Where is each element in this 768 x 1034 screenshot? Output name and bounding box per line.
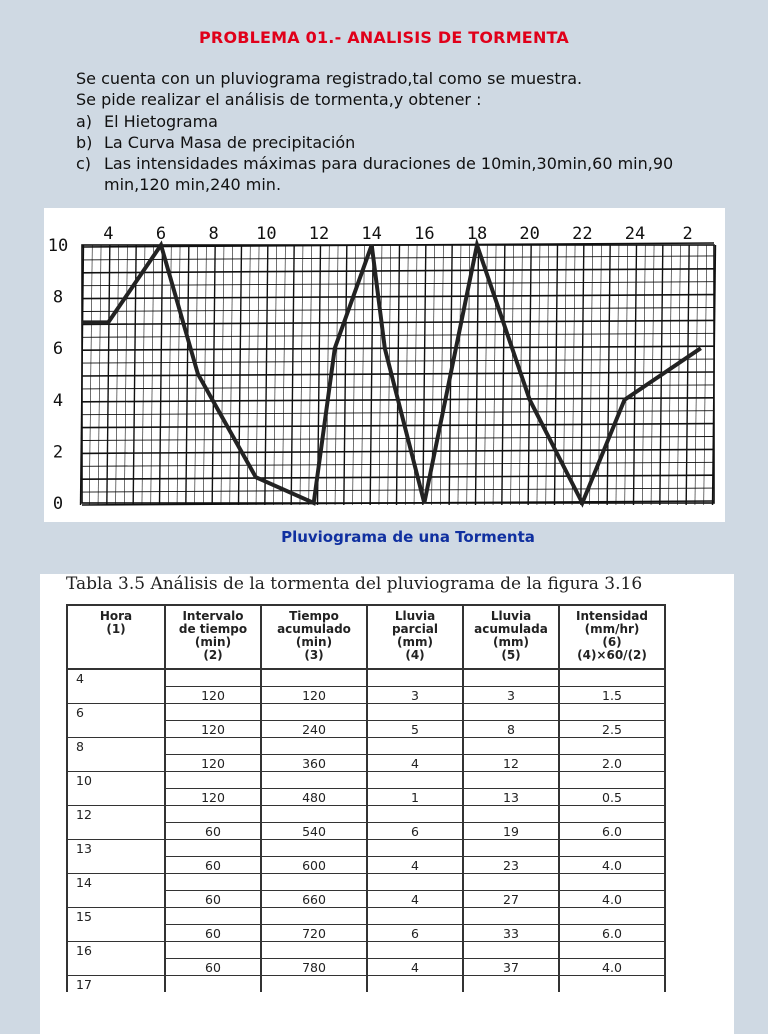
value-cell: 60 [165,925,261,942]
pluviogram-chart-panel [44,208,725,522]
table-row [67,857,665,874]
empty-cell [367,806,463,823]
x-tick-label: 4 [103,224,114,244]
empty-cell [165,669,261,687]
empty-cell [165,976,261,993]
table-caption: Tabla 3.5 Análisis de la tormenta del pluviograma de la figura 3.16 [66,574,643,594]
empty-cell [463,806,559,823]
value-cell: 480 [261,789,367,806]
table-row [67,976,665,993]
value-cell: 60 [165,891,261,908]
chart-caption: Pluviograma de una Tormenta [281,528,535,546]
statement-line-2: Se pide realizar el análisis de tormenta,y obtener : [76,90,482,110]
empty-cell [367,772,463,789]
x-tick-label: 18 [466,224,488,244]
grid-line-vertical [686,245,689,505]
value-cell: 12 [463,755,559,772]
hour-cell [67,823,165,840]
value-cell: 6 [367,823,463,840]
table-header-cell: Intervalo de tiempo (min) (2) [165,605,261,669]
hour-cell [67,687,165,704]
grid-line-horizontal [82,269,714,273]
grid-line-vertical [625,245,628,505]
grid-line-horizontal [82,308,714,312]
grid-line-vertical [590,245,593,505]
value-cell: 19 [463,823,559,840]
grid-line-vertical [458,245,461,505]
value-cell: 6.0 [559,925,665,942]
empty-cell [559,806,665,823]
empty-cell [463,840,559,857]
value-cell: 2.0 [559,755,665,772]
x-tick-label: 14 [361,224,382,244]
grid-line-vertical [607,245,610,505]
empty-cell [463,669,559,687]
table-row [67,823,665,840]
value-cell: 3 [463,687,559,704]
empty-cell [559,738,665,755]
value-cell: 33 [463,925,559,942]
value-cell: 600 [261,857,367,874]
empty-cell [165,806,261,823]
hour-cell: 10 [67,772,165,789]
empty-cell [165,840,261,857]
value-cell: 13 [463,789,559,806]
table-row [67,738,665,755]
value-cell: 720 [261,925,367,942]
grid-line-vertical [651,245,654,505]
value-cell: 37 [463,959,559,976]
problem-statement [76,68,736,196]
empty-cell [261,840,367,857]
empty-cell [463,738,559,755]
hour-cell [67,925,165,942]
empty-cell [367,738,463,755]
value-cell: 120 [165,721,261,738]
analysis-table-panel [40,574,734,1034]
y-tick-label: 4 [52,390,64,411]
value-cell: 60 [165,959,261,976]
list-text: El Hietograma [104,111,218,131]
table-row [67,874,665,891]
hour-cell: 4 [67,669,165,687]
empty-cell [367,874,463,891]
grid-line-vertical [493,245,496,505]
table-header-cell: Lluvia acumulada (mm) (5) [463,605,559,669]
hour-cell [67,789,165,806]
pluviogram-chart [44,208,725,522]
grid-line-horizontal [82,256,714,260]
value-cell: 6.0 [559,823,665,840]
grid-line-vertical [555,245,558,505]
empty-cell [367,669,463,687]
list-text: La Curva Masa de precipitación [104,132,356,152]
value-cell: 120 [165,687,261,704]
value-cell: 5 [367,721,463,738]
empty-cell [165,908,261,925]
empty-cell [559,942,665,959]
hour-cell: 15 [67,908,165,925]
grid-line-horizontal [82,437,714,441]
empty-cell [165,772,261,789]
list-item-a [76,111,736,132]
value-cell: 3 [367,687,463,704]
table-header-cell: Lluvia parcial (mm) (4) [367,605,463,669]
table-row [67,687,665,704]
value-cell: 660 [261,891,367,908]
empty-cell [559,908,665,925]
hour-cell: 14 [67,874,165,891]
empty-cell [367,908,463,925]
grid-line-vertical [581,245,584,505]
x-tick-label: 2 [682,224,693,244]
value-cell: 1.5 [559,687,665,704]
hour-cell: 16 [67,942,165,959]
x-tick-label: 24 [624,224,646,244]
grid-line-horizontal [82,449,714,453]
grid-line-horizontal [82,282,714,286]
empty-cell [559,840,665,857]
grid-line-vertical [634,245,637,505]
empty-cell [261,908,367,925]
grid-line-vertical [695,245,698,505]
table-header-row [67,605,665,669]
table-row [67,891,665,908]
x-tick-label: 8 [208,224,219,244]
list-label: c) [76,154,92,174]
grid-line-vertical [528,245,531,505]
value-cell: 4 [367,857,463,874]
hour-cell [67,857,165,874]
list-label: a) [76,111,93,131]
empty-cell [261,669,367,687]
empty-cell [261,772,367,789]
value-cell: 2.5 [559,721,665,738]
empty-cell [463,942,559,959]
grid-line-vertical [537,245,540,505]
table-row [67,942,665,959]
table-row [67,959,665,976]
grid-line-horizontal [82,462,714,466]
grid-line-vertical [669,245,672,505]
value-cell: 240 [261,721,367,738]
list-item-b [76,132,736,153]
empty-cell [559,704,665,721]
empty-cell [367,840,463,857]
x-axis-ticks [103,224,693,244]
x-tick-label: 6 [155,224,167,244]
empty-cell [165,874,261,891]
value-cell: 120 [261,687,367,704]
value-cell: 60 [165,857,261,874]
grid-line-vertical [476,245,479,505]
chart-grid [81,243,716,505]
grid-line-vertical [484,245,487,505]
hour-cell [67,755,165,772]
empty-cell [559,772,665,789]
statement-line-1: Se cuenta con un pluviograma registrado,tal como se muestra. [76,69,583,88]
grid-line-horizontal [82,475,714,479]
empty-cell [261,976,367,993]
empty-cell [261,704,367,721]
value-cell: 1 [367,789,463,806]
empty-cell [463,908,559,925]
table-row [67,806,665,823]
x-tick-label: 22 [572,224,593,244]
hour-cell: 13 [67,840,165,857]
hour-cell [67,891,165,908]
x-tick-label: 16 [414,224,435,244]
empty-cell [463,976,559,993]
value-cell: 4.0 [559,959,665,976]
grid-line-vertical [511,245,514,505]
empty-cell [261,738,367,755]
value-cell: 4 [367,755,463,772]
x-tick-label: 20 [519,224,540,244]
grid-line-vertical [704,245,707,505]
problem-title: PROBLEMA 01.- ANALISIS DE TORMENTA [199,28,569,47]
empty-cell [367,976,463,993]
value-cell: 120 [165,755,261,772]
table-row [67,721,665,738]
table-header-cell: Tiempo acumulado (min) (3) [261,605,367,669]
empty-cell [559,874,665,891]
hour-cell: 6 [67,704,165,721]
x-tick-label: 12 [308,224,330,244]
value-cell: 4 [367,891,463,908]
value-cell: 6 [367,925,463,942]
empty-cell [165,704,261,721]
table-row [67,789,665,806]
grid-line-vertical [572,245,575,505]
table-header-cell: Intensidad (mm/hr) (6) (4)×60/(2) [559,605,665,669]
value-cell: 540 [261,823,367,840]
empty-cell [559,669,665,687]
table-row [67,772,665,789]
empty-cell [261,806,367,823]
grid-line-vertical [440,245,443,505]
empty-cell [463,704,559,721]
value-cell: 120 [165,789,261,806]
table-header-cell: Hora (1) [67,605,165,669]
y-axis-ticks [48,236,68,514]
y-tick-label: 10 [47,236,69,256]
y-tick-label: 6 [52,339,64,360]
table-row [67,755,665,772]
hour-cell [67,959,165,976]
empty-cell [463,874,559,891]
empty-cell [165,738,261,755]
y-tick-label: 2 [52,442,64,463]
empty-cell [463,772,559,789]
value-cell: 8 [463,721,559,738]
value-cell: 4 [367,959,463,976]
empty-cell [559,976,665,993]
grid-line-vertical [642,245,645,505]
value-cell: 4.0 [559,857,665,874]
value-cell: 60 [165,823,261,840]
empty-cell [261,874,367,891]
value-cell: 360 [261,755,367,772]
table-row [67,925,665,942]
x-tick-label: 10 [256,224,277,244]
value-cell: 4.0 [559,891,665,908]
value-cell: 0.5 [559,789,665,806]
list-text: Las intensidades máximas para duraciones de 10min,30min,60 min,90 min,120 min,240 min. [104,154,674,195]
value-cell: 780 [261,959,367,976]
y-tick-label: 8 [52,287,64,308]
grid-line-vertical [423,245,426,505]
grid-line-vertical [677,245,680,505]
storm-analysis-table [66,604,666,992]
table-row [67,704,665,721]
grid-line-vertical [546,245,549,505]
grid-line-vertical [616,245,619,505]
empty-cell [367,704,463,721]
y-tick-label: 0 [52,494,64,514]
table-row [67,669,665,687]
list-item-c [76,153,736,196]
value-cell: 27 [463,891,559,908]
table-row [67,908,665,925]
hour-cell: 12 [67,806,165,823]
grid-line-vertical [502,245,505,505]
table-row [67,840,665,857]
grid-line-horizontal [82,488,714,492]
hour-cell [67,721,165,738]
hour-cell: 8 [67,738,165,755]
value-cell: 23 [463,857,559,874]
empty-cell [261,942,367,959]
list-label: b) [76,132,93,152]
empty-cell [165,942,261,959]
hour-cell: 17 [67,976,165,993]
empty-cell [367,942,463,959]
